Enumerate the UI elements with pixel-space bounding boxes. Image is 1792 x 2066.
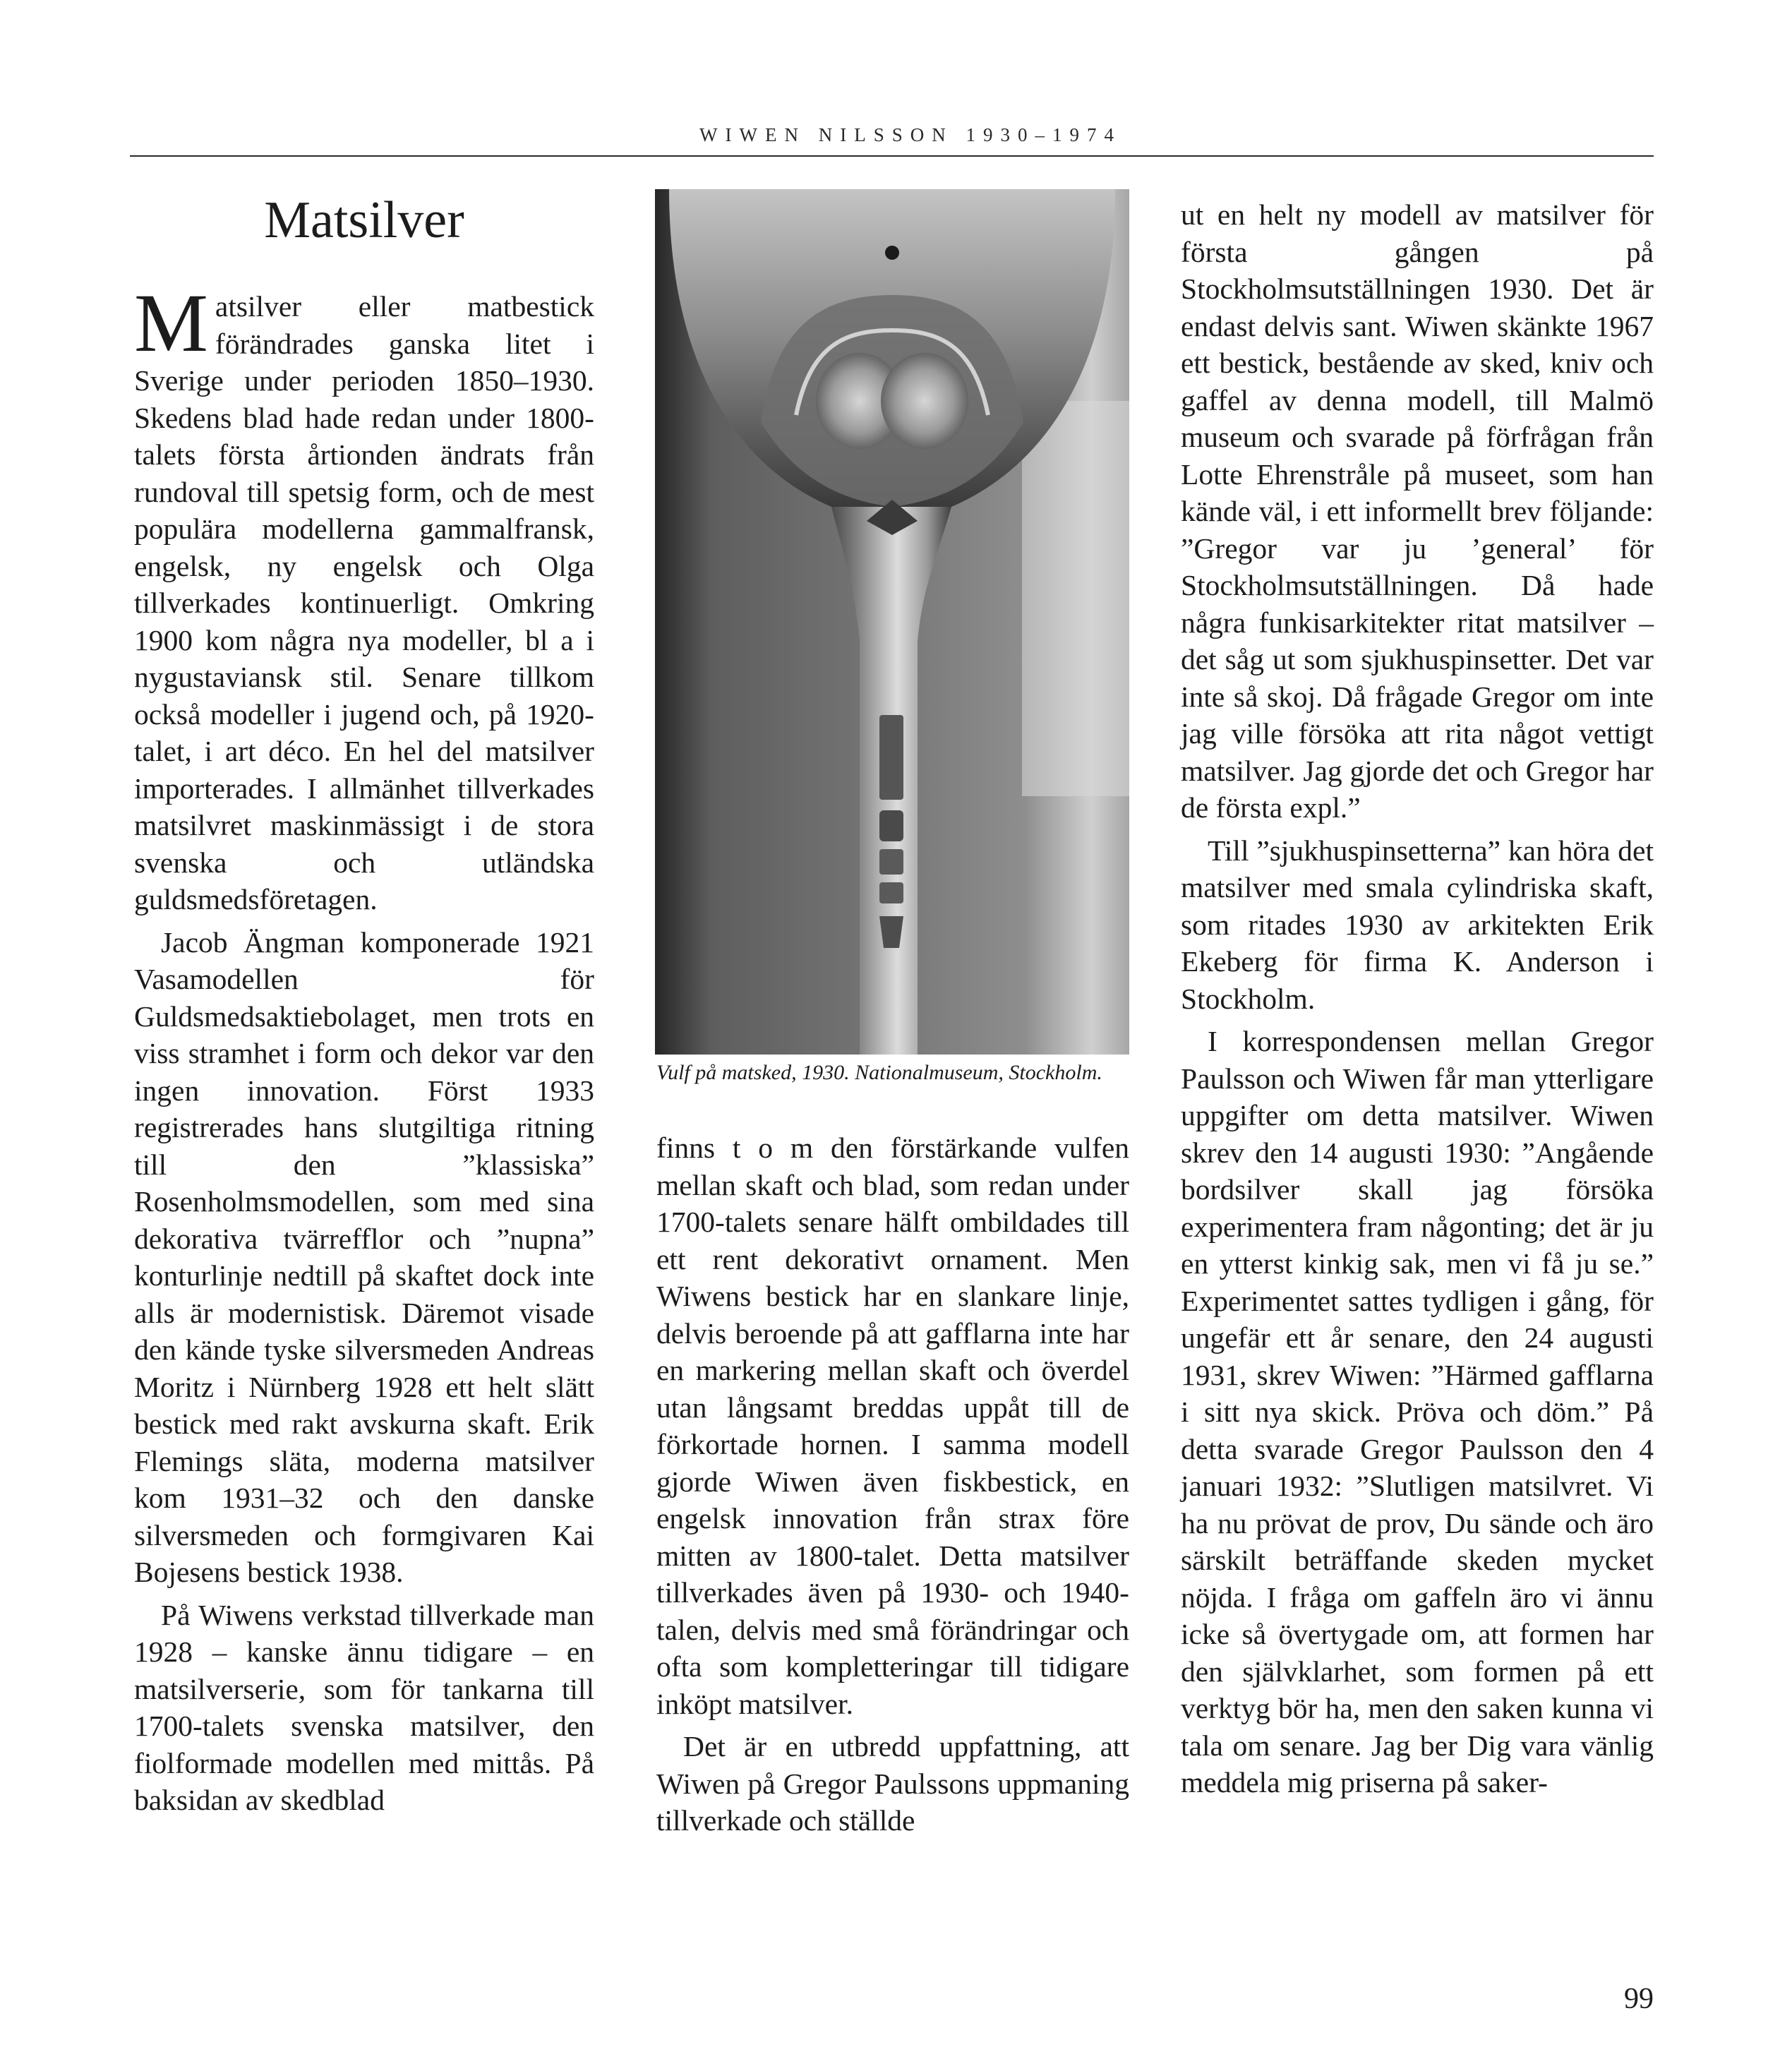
running-head: WIWEN NILSSON 1930–1974 (699, 124, 1121, 145)
intro-paragraph (134, 277, 594, 918)
paragraph: I korrespondensen mellan Gregor Paulsson och Wiwen får man ytterligare uppgifter om detta matsilver. Wiwen skrev den 14 augusti 1930: ”Angående bordsilver skall jag försöka experimentera fram någonting; det är ju en ytterst kinkig sak, men vi få ju se.” Experimentet sattes tydligen i gång, för ungefär ett år senare, den 24 augusti 1931, skrev Wiwen: ”Härmed gafflarna i sitt nya skick. Pröva och döm.” På detta svarade Gregor Paulsson den 4 januari 1932: ”Slutligen matsilvret. Vi ha nu prövat de prov, Du sände och äro särskilt beträffande skeden mycket nöjda. I fråga om gaffeln äro vi ännu icke så övertygade om, att formen har den självklarhet, som formen på ett verktyg bör ha, men den saken kunna vi tala om senare. Jag ber Dig vara vänlig meddela mig priserna på saker- (1181, 1025, 1654, 1798)
text-column-3 (1181, 196, 1654, 1801)
drop-cap: M (134, 277, 208, 369)
header-rule (130, 155, 1654, 157)
text-column-1 (134, 277, 594, 1819)
page-number: 99 (1624, 1983, 1654, 2015)
spoon-photo (655, 189, 1129, 1055)
intro-paragraph-text: atsilver eller matbestick förändrades ganska litet i Sverige under perioden 1850–1930. Skedens blad hade redan under 1800-talets första årtionden ändrats från rundoval till spetsig form, och de mest populära modellerna gammalfransk, engelsk, ny engelsk och Olga tillverkades kontinuerligt. Omkring 1900 kom några nya modeller, bl a i nygustaviansk stil. Senare tillkom också modeller i jugend och, på 1920-talet, i art déco. En hel del matsilver importerades. I allmänhet tillverkades matsilvret maskinmässigt i de stora svenska och utländska guldsmedsföretagen. (134, 290, 594, 915)
paragraph: Jacob Ängman komponerade 1921 Vasamodellen för Guldsmedsaktiebolaget, men trots en viss stramhet i form och dekor var den ingen innovation. Först 1933 registrerades hans slutgiltiga ritning till den ”klassiska” Rosenholmsmodellen, som med sina dekorativa tvärrefflor och ”nupna” konturlinje nedtill på skaftet dock inte alls är modernistisk. Däremot visade den kände tyske silversmeden Andreas Moritz i Nürnberg 1928 ett helt slätt bestick med rakt avskurna skaft. Erik Flemings släta, moderna matsilver kom 1931–32 och den danske silversmeden och formgivaren Kai Bojesens bestick 1938. (134, 925, 594, 1588)
section-title: Matsilver (264, 191, 464, 249)
text-column-2 (656, 1129, 1129, 1839)
paragraph: Det är en utbredd uppfattning, att Wiwen på Gregor Paulssons uppmaning tillverkade och ställde (656, 1730, 1129, 1837)
paragraph: Till ”sjukhuspinsetterna” kan höra det matsilver med smala cylindriska skaft, som ritades 1930 av arkitekten Erik Ekeberg för firma K. Anderson i Stockholm. (1181, 834, 1654, 1015)
paragraph: ut en helt ny modell av matsilver för första gången på Stockholmsutställningen 1930. Det är endast delvis sant. Wiwen skänkte 1967 ett bestick, bestående av sked, kniv och gaffel av denna modell, till Malmö museum och svarade på förfrågan från Lotte Ehrenstråle på museet, som han kände väl, i ett informellt brev följande: ”Gregor var ju ’general’ för Stockholmsutställningen. Då hade några funkisarkitekter ritat matsilver – det såg ut som sjukhuspinsetter. Det var inte så skoj. Då frågade Gregor om inte jag ville försöka att rita något vettigt matsilver. Jag gjorde det och Gregor har de första expl.” (1181, 198, 1654, 824)
figure-caption: Vulf på matsked, 1930. Nationalmuseum, Stockholm. (656, 1061, 1102, 1084)
paragraph: finns t o m den förstärkande vulfen mellan skaft och blad, som redan under 1700-talets senare hälft ombildades till ett rent dekorativt ornament. Men Wiwens bestick har en slankare linje, delvis beroende på att gafflarna inte har en markering mellan skaft och överdel utan långsamt breddas uppåt till de förkortade hornen. I samma modell gjorde Wiwen även fiskbestick, en engelsk innovation från strax före mitten av 1800-talet. Detta matsilver tillverkades även på 1930- och 1940-talen, delvis med små förändringar och ofta som kompletteringar till tidigare inköpt matsilver. (656, 1131, 1129, 1720)
paragraph: På Wiwens verkstad tillverkade man 1928 – kanske ännu tidigare – en matsilverserie, som för tankarna till 1700-talets svenska matsilver, den fiolformade modellen med mittås. På baksidan av skedblad (134, 1598, 594, 1816)
